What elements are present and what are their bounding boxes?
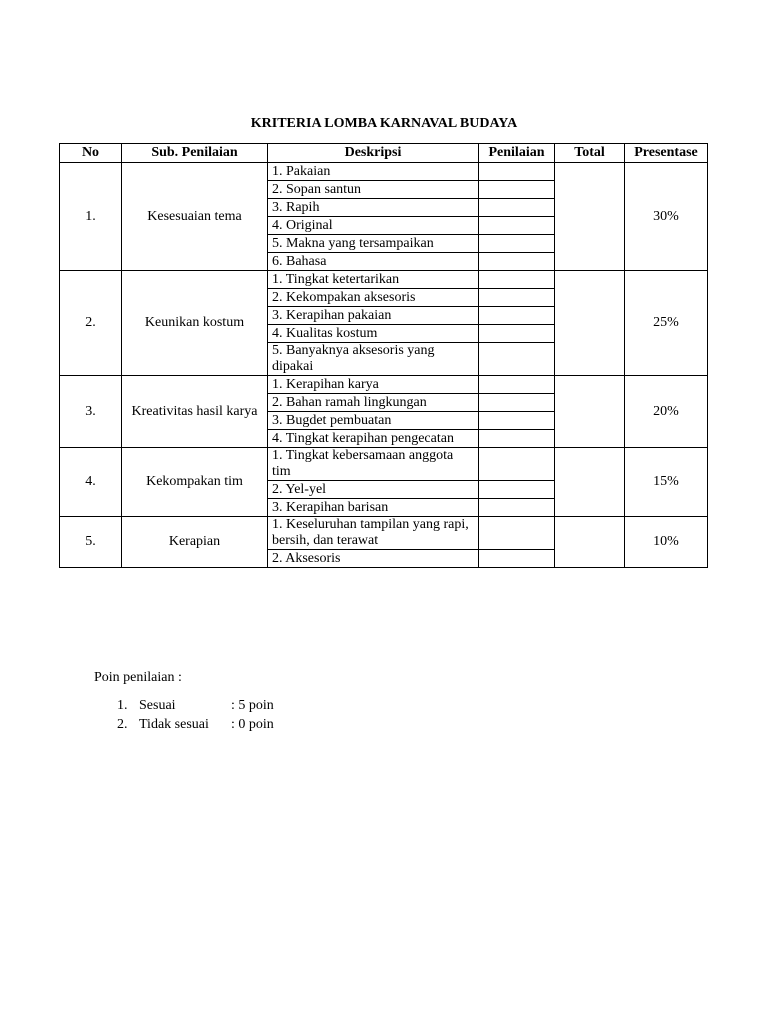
criteria-number: 5. — [60, 517, 122, 568]
page-title: KRITERIA LOMBA KARNAVAL BUDAYA — [250, 116, 518, 131]
penilaian-cell[interactable] — [479, 550, 555, 568]
penilaian-cell[interactable] — [479, 517, 555, 550]
header-presentase: Presentase — [625, 144, 708, 163]
penilaian-cell[interactable] — [479, 235, 555, 253]
poin-item-value: : 5 poin — [231, 698, 274, 713]
poin-item-label: Tidak sesuai — [139, 717, 209, 732]
penilaian-cell[interactable] — [479, 343, 555, 376]
criteria-presentase: 10% — [625, 517, 708, 568]
penilaian-cell[interactable] — [479, 376, 555, 394]
criteria-description: 1. Kerapihan karya — [268, 376, 479, 394]
criteria-description: 6. Bahasa — [268, 253, 479, 271]
total-cell[interactable] — [555, 163, 625, 271]
criteria-description: 4. Original — [268, 217, 479, 235]
penilaian-cell[interactable] — [479, 307, 555, 325]
penilaian-cell[interactable] — [479, 163, 555, 181]
criteria-presentase: 30% — [625, 163, 708, 271]
criteria-description: 5. Makna yang tersampaikan — [268, 235, 479, 253]
penilaian-cell[interactable] — [479, 217, 555, 235]
criteria-number: 3. — [60, 376, 122, 448]
criteria-number: 2. — [60, 271, 122, 376]
header-deskripsi: Deskripsi — [268, 144, 479, 163]
penilaian-cell[interactable] — [479, 289, 555, 307]
table-header-row — [60, 144, 708, 163]
penilaian-cell[interactable] — [479, 412, 555, 430]
criteria-description: 1. Tingkat kebersamaan anggota tim — [268, 448, 479, 481]
penilaian-cell[interactable] — [479, 199, 555, 217]
poin-list — [117, 696, 274, 734]
criteria-sub-penilaian: Keunikan kostum — [122, 271, 268, 376]
poin-item-label: Sesuai — [139, 698, 176, 713]
criteria-description: 3. Kerapihan pakaian — [268, 307, 479, 325]
header-no: No — [60, 144, 122, 163]
criteria-description: 4. Kualitas kostum — [268, 325, 479, 343]
criteria-description: 4. Tingkat kerapihan pengecatan — [268, 430, 479, 448]
penilaian-cell[interactable] — [479, 253, 555, 271]
criteria-description: 2. Kekompakan aksesoris — [268, 289, 479, 307]
criteria-table — [59, 143, 708, 568]
poin-item-value: : 0 poin — [231, 717, 274, 732]
criteria-body — [60, 163, 708, 568]
poin-item-number: 1. — [117, 698, 128, 713]
poin-item — [117, 715, 274, 734]
criteria-sub-penilaian: Kreativitas hasil karya — [122, 376, 268, 448]
penilaian-cell[interactable] — [479, 325, 555, 343]
criteria-description: 2. Yel-yel — [268, 481, 479, 499]
criteria-description: 2. Aksesoris — [268, 550, 479, 568]
criteria-description: 3. Bugdet pembuatan — [268, 412, 479, 430]
criteria-sub-penilaian: Kerapian — [122, 517, 268, 568]
criteria-description: 3. Rapih — [268, 199, 479, 217]
table-row — [60, 271, 708, 289]
penilaian-cell[interactable] — [479, 181, 555, 199]
criteria-description: 2. Sopan santun — [268, 181, 479, 199]
header-total: Total — [555, 144, 625, 163]
header-penilaian: Penilaian — [479, 144, 555, 163]
penilaian-cell[interactable] — [479, 499, 555, 517]
table-row — [60, 448, 708, 481]
penilaian-cell[interactable] — [479, 394, 555, 412]
table-row — [60, 163, 708, 181]
penilaian-cell[interactable] — [479, 481, 555, 499]
criteria-presentase: 20% — [625, 376, 708, 448]
criteria-description: 1. Keseluruhan tampilan yang rapi, bersih, dan terawat — [268, 517, 479, 550]
penilaian-cell[interactable] — [479, 430, 555, 448]
criteria-description: 3. Kerapihan barisan — [268, 499, 479, 517]
criteria-sub-penilaian: Kesesuaian tema — [122, 163, 268, 271]
penilaian-cell[interactable] — [479, 271, 555, 289]
criteria-sub-penilaian: Kekompakan tim — [122, 448, 268, 517]
penilaian-cell[interactable] — [479, 448, 555, 481]
criteria-presentase: 25% — [625, 271, 708, 376]
criteria-number: 4. — [60, 448, 122, 517]
criteria-description: 1. Pakaian — [268, 163, 479, 181]
poin-title: Poin penilaian : — [94, 670, 182, 685]
total-cell[interactable] — [555, 517, 625, 568]
criteria-description: 2. Bahan ramah lingkungan — [268, 394, 479, 412]
header-sub-penilaian: Sub. Penilaian — [122, 144, 268, 163]
poin-item-number: 2. — [117, 717, 128, 732]
poin-item — [117, 696, 274, 715]
table-row — [60, 376, 708, 394]
total-cell[interactable] — [555, 376, 625, 448]
criteria-presentase: 15% — [625, 448, 708, 517]
table-row — [60, 517, 708, 550]
total-cell[interactable] — [555, 448, 625, 517]
total-cell[interactable] — [555, 271, 625, 376]
criteria-description: 5. Banyaknya aksesoris yang dipakai — [268, 343, 479, 376]
criteria-description: 1. Tingkat ketertarikan — [268, 271, 479, 289]
criteria-number: 1. — [60, 163, 122, 271]
